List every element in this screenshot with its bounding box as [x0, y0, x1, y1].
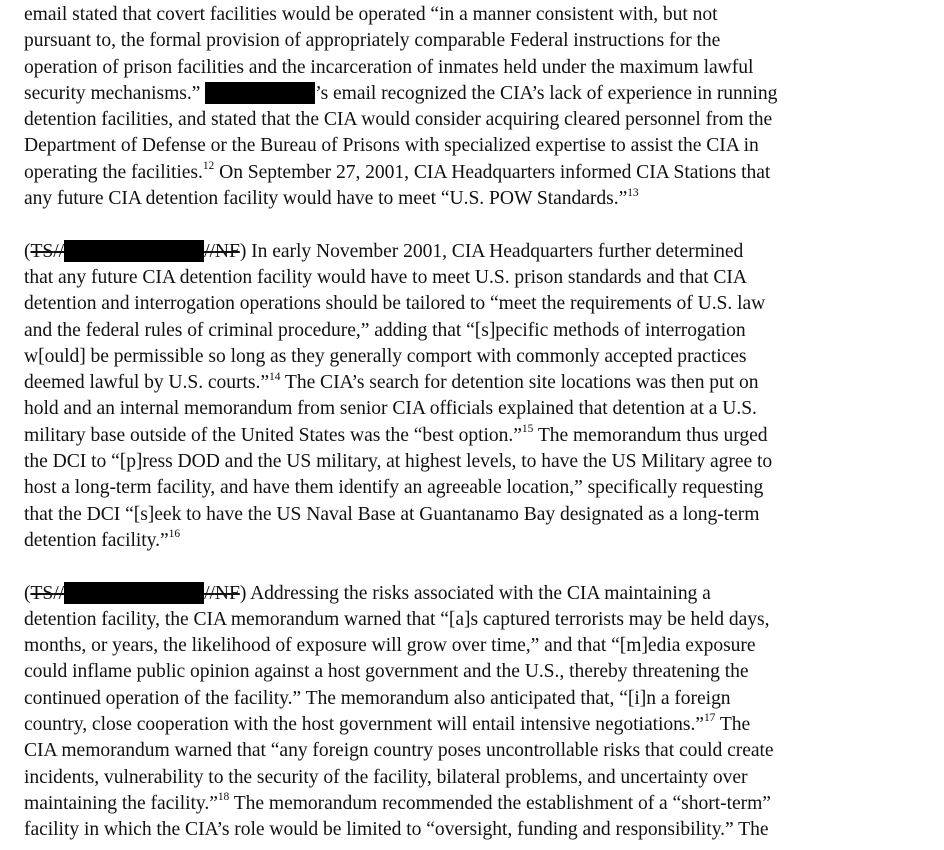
text-segment: any future CIA detention facility would have to meet “U.S. POW Standards.” [24, 188, 628, 210]
text-line [24, 160, 924, 186]
classification-marking [24, 241, 246, 262]
marking-paren: ) [239, 240, 247, 262]
text-segment: The CIA’s search for detention site locations was then put on [280, 372, 759, 394]
marking-paren: ( [24, 240, 31, 262]
paragraph-spacer [24, 554, 924, 580]
text-line: months, or years, the likelihood of exposure will grow over time,” and that “[m]edia exposure [24, 635, 756, 657]
text-line: that any future CIA detention facility would have to meet U.S. prison standards and that CIA [24, 266, 747, 288]
text-line: email stated that covert facilities would be operated “in a manner consistent with, but not [24, 4, 718, 25]
text-line: pursuant to, the formal provision of appropriately comparable Federal instructions for the [24, 30, 721, 52]
text-segment: security mechanisms.” [24, 82, 201, 104]
text-segment: maintaining the facility.” [24, 792, 218, 814]
text-line: detention facility, the CIA memorandum warned that “[a]s captured terrorists may be held days, [24, 608, 770, 630]
marking-paren: ) [239, 582, 247, 604]
text-segment: The memorandum recommended the establishment of a “short-term” [229, 792, 771, 814]
footnote-marker: 18 [217, 791, 230, 804]
paragraph-1 [24, 2, 924, 212]
text-line [24, 239, 924, 265]
text-segment: In early November 2001, CIA Headquarters further determined [246, 240, 744, 262]
text-line [24, 528, 924, 554]
redaction-box [64, 582, 204, 604]
text-segment: military base outside of the United States was the “best option.” [24, 424, 522, 446]
footnote-marker: 14 [269, 370, 281, 383]
text-line: the DCI to “[p]ress DOD and the US military, at highest levels, to have the US Military agree to [24, 451, 773, 473]
text-line [24, 81, 924, 107]
classification-marking [24, 583, 246, 604]
paragraph-2 [24, 239, 924, 555]
text-line [24, 370, 924, 396]
text-segment: ’s email recognized the CIA’s lack of experience in running [315, 82, 778, 104]
text-line: Department of Defense or the Bureau of Prisons with specialized expertise to assist the CIA in [24, 135, 759, 157]
marking-nf: NF [214, 240, 240, 262]
marking-nf: NF [214, 582, 240, 604]
footnote-marker: 17 [703, 712, 716, 725]
marking-paren: ( [24, 582, 31, 604]
text-line: CIA memorandum warned that “any foreign country poses uncontrollable risks that could create [24, 740, 774, 762]
text-line: w[ould] be permissible so long as they generally comport with commonly accepted practices [24, 345, 747, 367]
marking-slash: // [204, 582, 215, 604]
footnote-marker: 13 [627, 186, 639, 199]
text-line: could inflame public opinion against a host government and the U.S., thereby threatening the [24, 661, 749, 683]
marking-ts: TS [30, 582, 54, 604]
text-segment: operating the facilities. [24, 161, 203, 183]
paragraph-spacer [24, 212, 924, 238]
text-line: detention and interrogation operations should be tailored to “meet the requirements of U.S. law [24, 293, 766, 315]
text-line: incidents, vulnerability to the security of the facility, bilateral problems, and uncertainty over [24, 766, 748, 788]
footnote-marker: 15 [521, 423, 534, 436]
marking-slash: // [53, 240, 65, 262]
text-line: operation of prison facilities and the incarceration of inmates held under the maximum lawful [24, 56, 754, 78]
redaction-box [64, 240, 204, 262]
text-line [24, 581, 924, 607]
text-segment: Addressing the risks associated with the CIA maintaining a [246, 582, 711, 604]
paragraph-3 [24, 581, 924, 844]
text-line [24, 423, 924, 449]
text-line: facility in which the CIA’s role would be limited to “oversight, funding and responsibility.” The [24, 819, 769, 841]
document-page [24, 2, 924, 844]
marking-slash: // [53, 582, 65, 604]
footnote-marker: 12 [202, 160, 215, 173]
text-line: that the DCI “[s]eek to have the US Naval Base at Guantanamo Bay designated as a long-term [24, 503, 760, 525]
text-line: host a long-term facility, and have them identify an agreeable location,” specifically requesting [24, 477, 764, 499]
text-line [24, 712, 924, 738]
text-line [24, 791, 924, 817]
text-line [24, 186, 924, 212]
marking-slash: // [204, 240, 215, 262]
text-line: and the federal rules of criminal procedure,” adding that “[s]pecific methods of interrogation [24, 319, 746, 341]
text-segment: The [715, 714, 751, 736]
redaction-box [205, 82, 315, 104]
text-line: detention facilities, and stated that the CIA would consider acquiring cleared personnel from the [24, 109, 773, 131]
text-segment: detention facility.” [24, 529, 169, 551]
text-line: continued operation of the facility.” The memorandum also anticipated that, “[i]n a foreign [24, 687, 731, 709]
text-segment: deemed lawful by U.S. courts.” [24, 372, 269, 394]
text-segment: The memorandum thus urged [533, 424, 768, 446]
footnote-marker: 16 [168, 528, 181, 541]
text-segment: country, close cooperation with the host government will entail intensive negotiations.” [24, 714, 704, 736]
text-line: hold and an internal memorandum from senior CIA officials explained that detention at a U.S. [24, 398, 757, 420]
marking-ts: TS [30, 240, 54, 262]
text-segment: On September 27, 2001, CIA Headquarters informed CIA Stations that [214, 161, 771, 183]
